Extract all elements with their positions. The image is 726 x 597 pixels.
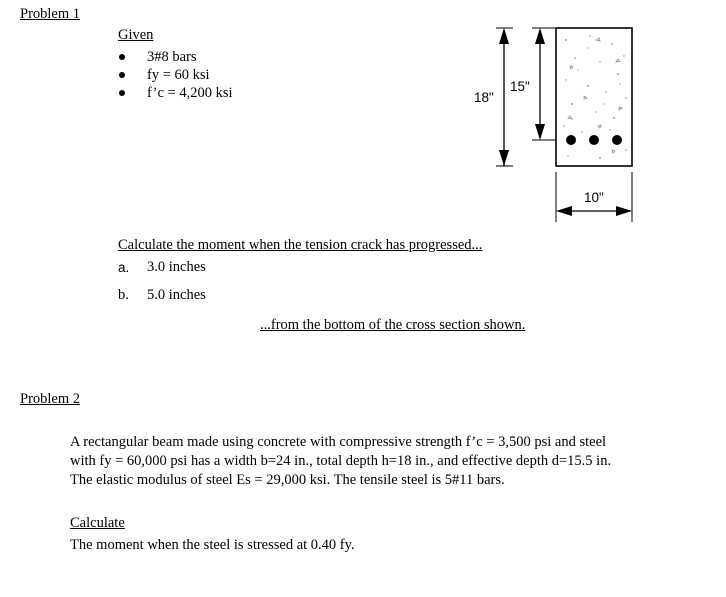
- paragraph-line: with fy = 60,000 psi has a width b=24 in., total depth h=18 in., and effective depth d=15.5 in.: [70, 453, 612, 469]
- calc-heading: Calculate the moment when the tension crack has progressed...: [118, 237, 483, 253]
- option-letter: a.: [118, 260, 130, 275]
- option-letter: b.: [118, 287, 129, 303]
- rebar-bar: [589, 135, 599, 145]
- arrow-down-icon: [499, 150, 509, 166]
- paragraph-line: A rectangular beam made using concrete with compressive strength f’c = 3,500 psi and steel: [70, 434, 607, 450]
- width-label: 10": [584, 190, 604, 205]
- paragraph-line: The elastic modulus of steel Es = 29,000 ksi. The tensile steel is 5#11 bars.: [70, 472, 505, 488]
- given-item: f’c = 4,200 ksi: [147, 85, 233, 101]
- effective-depth-label: 15": [510, 79, 530, 94]
- arrow-left-icon: [556, 206, 572, 216]
- given-item: 3#8 bars: [147, 49, 197, 65]
- option-text: 5.0 inches: [147, 287, 206, 303]
- calculate-label: Calculate: [70, 515, 125, 531]
- problem-2-title: Problem 2: [20, 391, 81, 407]
- arrow-up-icon: [535, 28, 545, 44]
- given-item: fy = 60 ksi: [147, 67, 210, 83]
- arrow-right-icon: [616, 206, 632, 216]
- arrow-up-icon: [499, 28, 509, 44]
- given-label: Given: [118, 27, 154, 43]
- footer-note: ...from the bottom of the cross section shown.: [260, 317, 526, 333]
- rebar-bar: [566, 135, 576, 145]
- calculate-text: The moment when the steel is stressed at 0.40 fy.: [70, 537, 355, 553]
- rebar-bar: [612, 135, 622, 145]
- problem-1-title: Problem 1: [20, 6, 81, 22]
- total-depth-label: 18": [474, 90, 494, 105]
- option-text: 3.0 inches: [147, 259, 206, 275]
- concrete-section: [556, 28, 632, 166]
- arrow-down-icon: [535, 124, 545, 140]
